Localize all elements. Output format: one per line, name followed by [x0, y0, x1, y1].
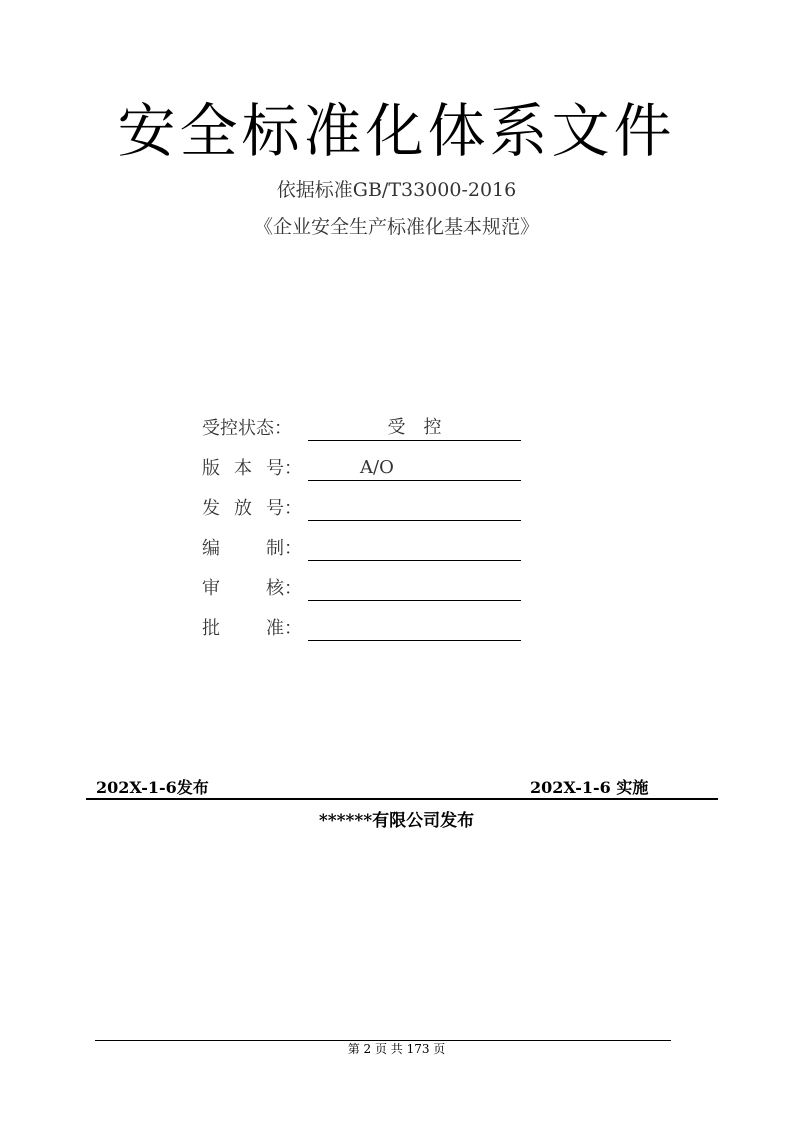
version-row [202, 456, 532, 484]
issue-number-label [202, 496, 302, 522]
version-label [202, 456, 302, 482]
label-char: ： [284, 458, 302, 479]
label-char: ： [284, 618, 302, 639]
control-status-row [202, 416, 532, 444]
label-char: 号 [266, 458, 284, 479]
label-char: 控 [220, 418, 238, 439]
label-char: ： [284, 498, 302, 519]
publishing-company: ******有限公司发布 [318, 811, 475, 831]
label-char: 批 [202, 618, 220, 639]
control-status-label [202, 416, 302, 442]
label-char: 准 [266, 618, 284, 639]
label-char: ： [284, 578, 302, 599]
page-number: 第 2 页 共 173 页 [347, 1042, 446, 1056]
effective-date: 202X-1-6 实施 [530, 778, 649, 797]
approved-by-field[interactable] [308, 616, 521, 641]
publish-row [86, 778, 718, 800]
reviewed-by-label [202, 576, 302, 602]
prepared-by-field[interactable] [308, 536, 521, 561]
label-char: ： [274, 418, 292, 439]
label-char: 受 [202, 418, 220, 439]
control-status-field[interactable] [308, 416, 521, 441]
approved-by-label [202, 616, 302, 642]
prepared-by-row [202, 536, 532, 564]
version-value: A/O [360, 457, 394, 478]
reviewed-by-field[interactable] [308, 576, 521, 601]
label-char: 号 [266, 498, 284, 519]
standard-reference: 依据标准GB/T33000-2016 [276, 179, 517, 201]
label-char: 放 [234, 498, 252, 519]
label-char: 态 [256, 418, 274, 439]
label-char: ： [284, 538, 302, 559]
label-char: 本 [234, 458, 252, 479]
version-field[interactable] [308, 456, 521, 481]
approved-by-row [202, 616, 532, 644]
control-status-value: 受 控 [387, 417, 442, 438]
label-char: 核 [266, 578, 284, 599]
label-char: 制 [266, 538, 284, 559]
label-char: 发 [202, 498, 220, 519]
standard-name: 《企业安全生产标准化基本规范》 [253, 216, 539, 238]
prepared-by-label [202, 536, 302, 562]
reviewed-by-row [202, 576, 532, 604]
document-title: 安全标准化体系文件 [117, 97, 676, 165]
label-char: 审 [202, 578, 220, 599]
release-date: 202X-1-6发布 [96, 778, 209, 797]
label-char: 状 [238, 418, 256, 439]
label-char: 版 [202, 458, 220, 479]
issue-number-field[interactable] [308, 496, 521, 521]
issue-number-row [202, 496, 532, 524]
label-char: 编 [202, 538, 220, 559]
